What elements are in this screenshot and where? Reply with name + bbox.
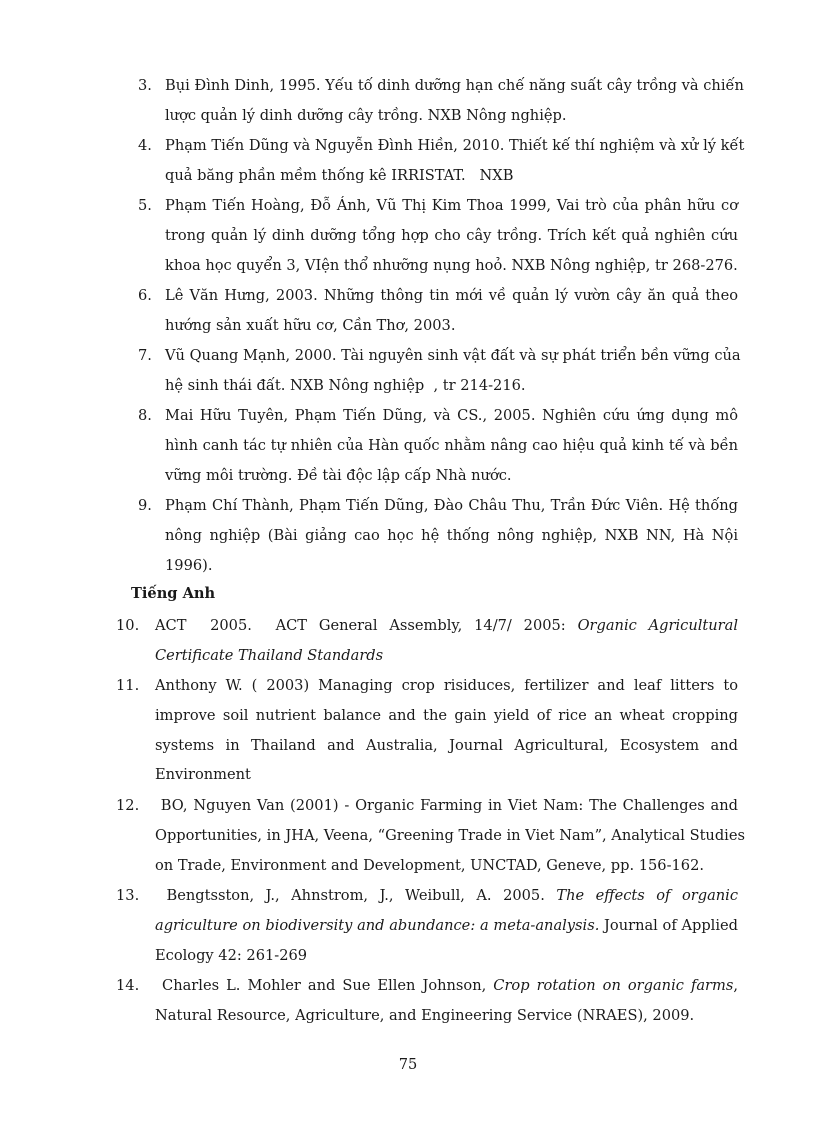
reference-number: 12.	[116, 797, 140, 814]
reference-number: 5.	[138, 197, 152, 214]
reference-text-line: Phạm Chí Thành, Phạm Tiến Dũng, Đào Châu Thu, Trần Đức Viên. Hệ thống	[165, 497, 738, 514]
reference-item	[138, 401, 738, 490]
reference-text-line: BO, Nguyen Van (2001) - Organic Farming in Viet Nam: The Challenges and	[155, 797, 738, 814]
reference-text-line: Phạm Tiến Dũng và Nguyễn Đình Hiền, 2010. Thiết kế thí nghiệm và xử lý kết	[165, 137, 745, 154]
reference-text-line: nông nghiệp (Bài giảng cao học hệ thống nông nghiệp, NXB NN, Hà Nội	[165, 526, 738, 544]
reference-text-line: on Trade, Environment and Development, UNCTAD, Geneve, pp. 156-162.	[155, 856, 705, 874]
reference-title: agriculture on biodiversity and abundance: a meta-analysis.	[155, 916, 600, 934]
reference-text: ACT 2005. ACT General Assembly, 14/7/ 2005:	[155, 617, 578, 634]
reference-text-line: hình canh tác tự nhiên của Hàn quốc nhằm nâng cao hiệu quả kinh tế và bền	[165, 436, 738, 454]
reference-item	[138, 341, 741, 401]
reference-item	[116, 881, 739, 970]
reference-text-line: vững môi trường. Đề tài độc lập cấp Nhà nước.	[165, 466, 512, 484]
reference-text-line: Natural Resource, Agriculture, and Engineering Service (NRAES), 2009.	[155, 1006, 695, 1024]
reference-text-line: khoa học quyển 3, VIện thổ nhưỡng nụng hoỏ. NXB Nông nghiệp, tr 268-276.	[165, 256, 738, 274]
reference-text-line: Bụi Đình Dinh, 1995. Yếu tố dinh dưỡng hạn chế năng suất cây trồng và chiến	[165, 77, 744, 94]
reference-text-line	[155, 641, 738, 671]
reference-text-line: Anthony W. ( 2003) Managing crop risiduces, fertilizer and leaf litters to	[155, 677, 738, 694]
reference-number: 14.	[116, 977, 140, 994]
reference-item	[138, 491, 738, 580]
reference-text-line	[155, 971, 738, 1001]
reference-number: 13.	[116, 887, 140, 904]
reference-title: Organic Agricultural	[577, 617, 738, 634]
reference-item	[138, 71, 744, 131]
reference-text-line: Environment	[155, 766, 251, 784]
reference-title: The effects of organic	[556, 887, 739, 904]
reference-text: Bengtsston, J., Ahnstrom, J., Weibull, A. 2005.	[155, 887, 557, 904]
reference-number: 9.	[138, 497, 152, 514]
reference-item	[116, 611, 738, 671]
reference-text-line: Vũ Quang Mạnh, 2000. Tài nguyên sinh vật đất và sự phát triển bền vững của	[165, 347, 741, 364]
reference-text-line: lược quản lý dinh dưỡng cây trồng. NXB Nông nghiệp.	[165, 106, 567, 124]
section-heading: Tiếng Anh	[131, 585, 216, 602]
reference-text: ,	[733, 977, 738, 994]
reference-text-line: improve soil nutrient balance and the gain yield of rice an wheat cropping	[155, 706, 738, 724]
page-number: 75	[398, 1056, 418, 1073]
reference-text-line: quả băng phần mềm thống kê IRRISTAT. NXB	[165, 166, 514, 184]
reference-item	[138, 191, 738, 280]
reference-item	[116, 791, 745, 880]
reference-number: 7.	[138, 347, 152, 364]
reference-title: Certificate Thailand Standards	[155, 646, 384, 664]
reference-number: 8.	[138, 407, 152, 424]
reference-text-line: hệ sinh thái đất. NXB Nông nghiệp , tr 214-216.	[165, 376, 526, 394]
reference-item	[116, 971, 738, 1031]
reference-text-line	[155, 881, 738, 911]
reference-number: 4.	[138, 137, 152, 154]
reference-text-line	[155, 911, 738, 941]
reference-number: 10.	[116, 617, 140, 634]
reference-text-line: 1996).	[165, 556, 213, 574]
reference-text-line	[155, 611, 738, 641]
reference-text-line: systems in Thailand and Australia, Journal Agricultural, Ecosystem and	[155, 736, 738, 754]
reference-number: 3.	[138, 77, 152, 94]
reference-text: Journal of Applied	[599, 916, 738, 934]
reference-text-line: Phạm Tiến Hoàng, Đỗ Ánh, Vũ Thị Kim Thoa 1999, Vai trò của phân hữu cơ	[165, 197, 738, 214]
reference-text-line: hướng sản xuất hữu cơ, Cần Thơ, 2003.	[165, 316, 456, 334]
reference-title: Crop rotation on organic farms	[493, 977, 734, 994]
reference-text-line: Opportunities, in JHA, Veena, “Greening Trade in Viet Nam”, Analytical Studies	[155, 826, 745, 844]
reference-text: Charles L. Mohler and Sue Ellen Johnson,	[155, 977, 494, 994]
reference-text-line: Ecology 42: 261-269	[155, 946, 308, 964]
reference-text-line: Lê Văn Hưng, 2003. Những thông tin mới về quản lý vườn cây ăn quả theo	[165, 287, 738, 304]
reference-item	[138, 131, 745, 191]
reference-number: 6.	[138, 287, 152, 304]
reference-text-line: trong quản lý dinh dưỡng tổng hợp cho cây trồng. Trích kết quả nghiên cứu	[165, 226, 738, 244]
reference-item	[138, 281, 738, 341]
reference-text-line: Mai Hữu Tuyên, Phạm Tiến Dũng, và CS., 2005. Nghiên cứu ứng dụng mô	[165, 407, 738, 424]
reference-item	[116, 671, 738, 790]
reference-number: 11.	[116, 677, 140, 694]
